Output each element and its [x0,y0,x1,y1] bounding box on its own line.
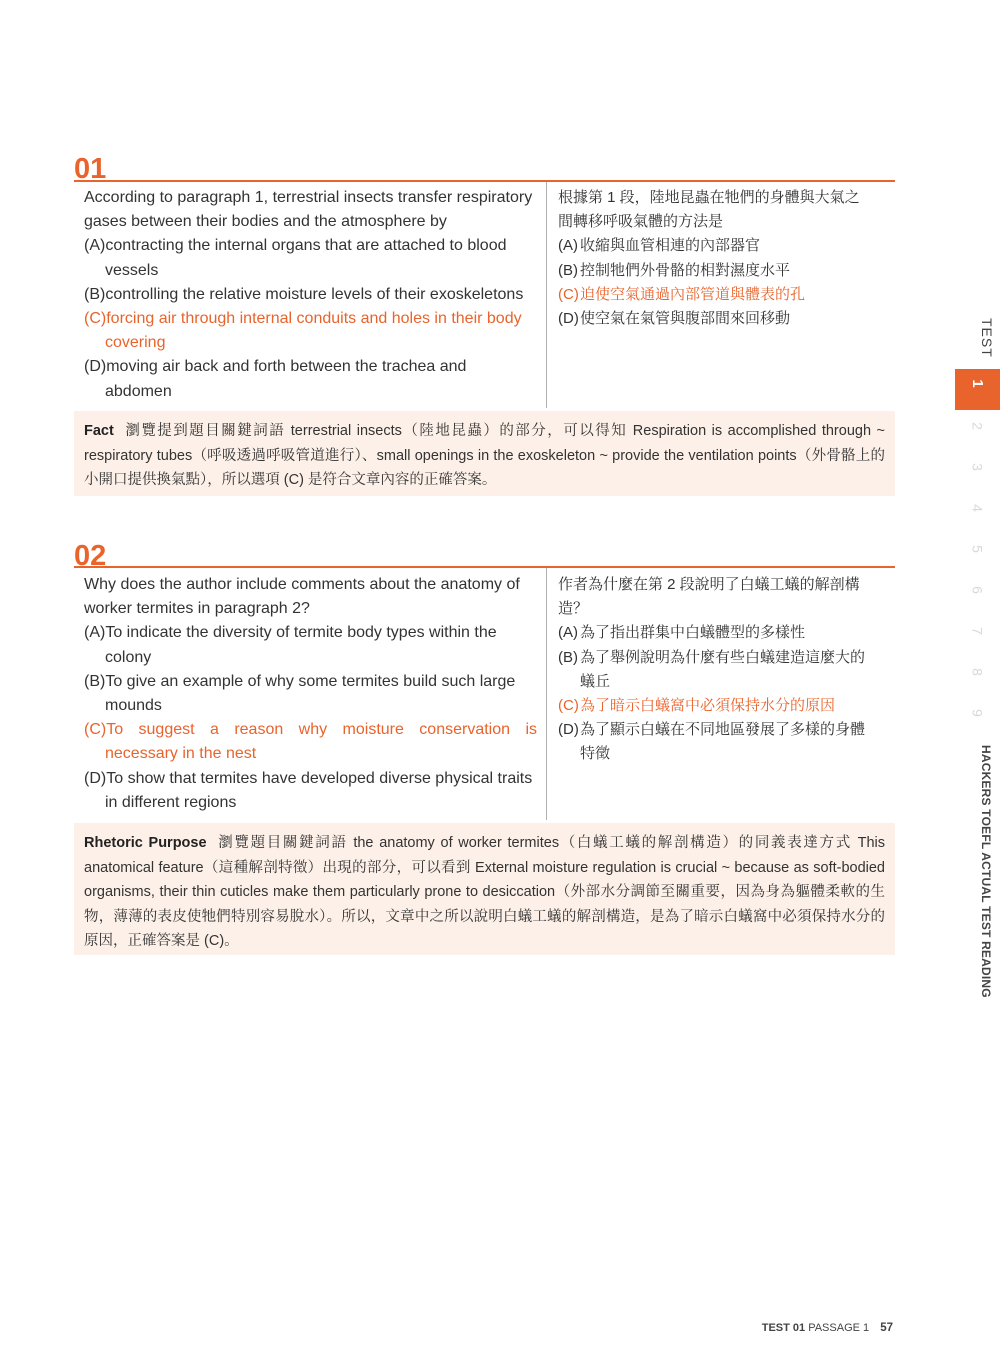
option-label: (C) [558,285,579,303]
stem-line: According to paragraph 1, terrestrial insects transfer respiratory [84,189,533,206]
question-number: 02 [74,540,107,572]
column-divider [546,182,547,408]
option-c-correct [84,307,537,331]
option-a [558,234,888,258]
option-text: 迫使空氣通過內部管道與體表的孔 [580,285,806,303]
option-text: moving air back and forth between the trachea and [106,358,467,376]
side-tab-label: TEST [979,318,995,358]
explanation-box [74,411,895,496]
question-en [84,573,537,815]
option-a [558,621,888,645]
stem-line: worker termites in paragraph 2? [84,600,310,618]
option-d [558,307,888,331]
option-label: (B) [558,261,578,279]
side-tab-number: 4 [969,504,986,512]
question-rule [74,180,895,182]
option-text-cont: covering [105,334,166,352]
explanation-box [74,823,895,955]
option-text: 為了顯示白蟻在不同地區發展了多樣的身體 [580,721,866,739]
option-c-correct [558,694,888,718]
option-label: (C) [84,721,107,739]
column-divider [546,568,547,820]
explanation-text: 瀏覽題目關鍵詞語 the anatomy of worker termites（白蟻工蟻的解剖構造）的同義表達方式 This anatomical feature（這種解剖特徵）出現的部分，可以看到 External moisture regulation is crucial ~ because as soft-bodied organisms, their thin cuticles make them particularly prone to desiccation（外部水分調節至關重要，因為身為軀體柔軟的生物，薄薄的表皮使牠們特別容易脫水）。所以，文章中之所以說明白蟻工蟻的解剖構造，是為了暗示白蟻窩中必須保持水分的原因，正確答案是 (C)。 [84,835,886,949]
option-text: 為了指出群集中白蟻體型的多樣性 [580,624,806,642]
option-label: (A) [558,624,578,642]
option-text-cont: necessary in the nest [105,745,257,763]
question-en [84,186,537,404]
explanation-tag: Rhetoric Purpose [84,835,207,851]
option-text: To give an example of why some termites build such large [105,672,516,690]
option-b [84,283,537,307]
option-label: (D) [558,310,579,328]
side-tab-number: 3 [969,463,986,471]
stem-line: gases between their bodies and the atmosphere by [84,213,447,231]
page-number: 57 [880,1322,893,1334]
side-tab-number: 5 [969,545,986,553]
explanation-text: 瀏覽提到題目關鍵詞語 terrestrial insects（陸地昆蟲）的部分，可以得知 Respiration is accomplished through ~ respiratory tubes（呼吸透過呼吸管道進行）、small openings in the exoskeleton ~ provide the ventilation points（外骨骼上的小開口提供換氣點），所以選項 (C) 是符合文章內容的正確答案。 [84,423,885,488]
option-text-cont: 特徵 [580,745,611,763]
option-label: (C) [558,697,579,715]
explanation-tag: Fact [84,423,114,439]
option-label: (A) [558,237,578,255]
side-tab-number: 8 [969,668,986,676]
stem-line: 造？ [558,600,589,618]
option-c-correct [84,718,537,742]
side-brand-text: HACKERS TOEFL ACTUAL TEST READING [979,745,993,998]
option-text: 為了舉例說明為什麼有些白蟻建造這麼大的 [580,648,866,666]
option-text: contracting the internal organs that are attached to blood [105,237,507,255]
stem-line: 間轉移呼吸氣體的方法是 [558,213,724,231]
option-a [84,234,537,258]
option-text: 控制牠們外骨骼的相對濕度水平 [580,261,791,279]
option-label: (B) [558,648,578,666]
option-b [558,646,888,670]
question-rule [74,566,895,568]
option-text: forcing air through internal conduits and holes in their body [106,310,522,328]
option-label: (B) [84,285,106,303]
side-tab-number: 7 [969,627,986,635]
option-d [558,718,888,742]
option-label: (D) [84,769,107,787]
side-tab-number: 9 [969,709,986,717]
question-zh [558,573,888,767]
option-label: (A) [84,624,106,642]
stem-line: 作者為什麼在第 2 段說明了白蟻工蟻的解剖構 [558,576,860,593]
stem-line: Why does the author include comments about the anatomy of [84,576,520,593]
option-label: (D) [84,358,107,376]
question-zh [558,186,888,331]
option-text: To indicate the diversity of termite body types within the [105,624,497,642]
option-text: 為了暗示白蟻窩中必須保持水分的原因 [580,697,836,715]
option-b [84,670,537,694]
option-text: To suggest a reason why moisture conservation is [106,721,537,739]
side-tab-nav [955,0,1000,1369]
footer-test: TEST 01 [761,1322,806,1334]
stem-line: 根據第 1 段，陸地昆蟲在牠們的身體與大氣之 [558,189,860,206]
option-text-cont: 蟻丘 [580,672,611,690]
option-label: (D) [558,721,579,739]
option-label: (B) [84,672,106,690]
option-c-correct [558,283,888,307]
option-d [84,355,537,379]
option-text: 使空氣在氣管與腹部間來回移動 [580,310,791,328]
option-text-cont: mounds [105,697,162,715]
option-d [84,767,537,791]
option-text-cont: in different regions [105,793,237,811]
side-tab-number: 6 [969,586,986,594]
option-text-cont: colony [105,648,152,666]
option-label: (C) [84,310,107,328]
option-text: 收縮與血管相連的內部器官 [580,237,761,255]
question-number: 01 [74,153,107,185]
option-text-cont: vessels [105,261,159,279]
side-tab-active-number: 1 [969,379,986,388]
option-text: To show that termites have developed diverse physical traits [106,769,533,787]
option-text: controlling the relative moisture levels of their exoskeletons [105,285,524,303]
footer-passage: PASSAGE 1 [808,1322,870,1334]
page-footer [762,1322,893,1334]
side-tab-number: 2 [969,422,986,430]
option-b [558,259,888,283]
option-a [84,621,537,645]
option-label: (A) [84,237,106,255]
option-text-cont: abdomen [105,382,172,400]
